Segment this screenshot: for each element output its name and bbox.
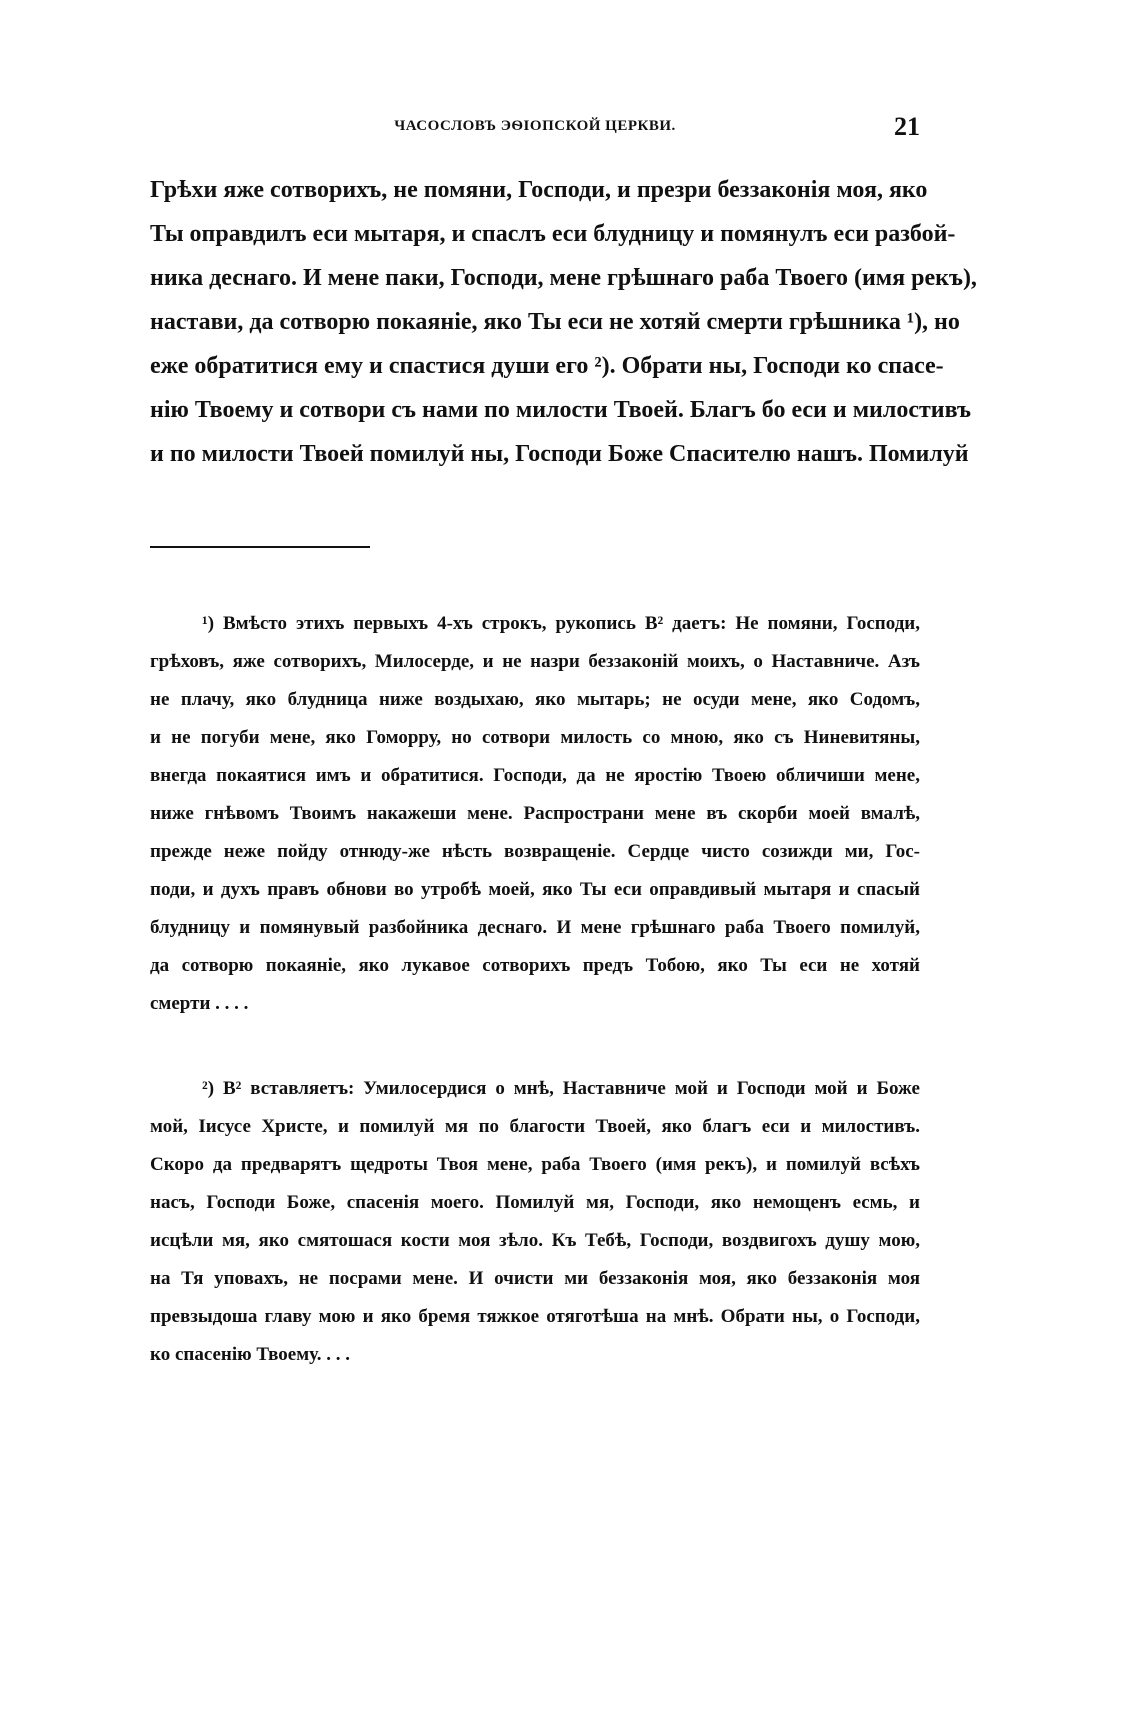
footnote-2 [150,1070,920,1374]
main-text-line: и по милости Твоей помилуй ны, Господи Боже Спасителю нашъ. Помилуй [150,441,969,467]
main-text-line: еже обратитися ему и спастися души его ²). Обрати ны, Господи ко спасе- [150,353,944,379]
footnote-line: мой, Іисусе Христе, и помилуй мя по благости Твоей, яко благъ еси и милостивъ. [150,1116,920,1137]
footnote-line: ко спасенію Твоему. . . . [150,1344,351,1365]
footnote-line: внегда покаятися имъ и обратитися. Господи, да не яростію Твоею обличиши мене, [150,765,920,786]
footnote-line: исцѣли мя, яко смятошася кости моя зѣло. Къ Тебѣ, Господи, воздвигохъ душу мою, [150,1230,920,1251]
footnote-line: ²) B² вставляетъ: Умилосердися о мнѣ, Наставниче мой и Господи мой и Боже [202,1078,920,1099]
footnote-1 [150,605,920,1023]
main-text-line: Ты оправдилъ еси мытаря, и спаслъ еси блудницу и помянулъ еси разбой- [150,221,956,247]
footnote-line: блудницу и помянувый разбойника деснаго. И мене грѣшнаго раба Твоего помилуй, [150,917,920,938]
main-text-line: нію Твоему и сотвори съ нами по милости Твоей. Благъ бо еси и милостивъ [150,397,971,423]
footnote-line: ниже гнѣвомъ Твоимъ накажеши мене. Распространи мене въ скорби моей вмалѣ, [150,803,920,824]
main-text [150,168,977,476]
footnote-line: смерти . . . . [150,993,249,1014]
main-text-line: ника деснаго. И мене паки, Господи, мене грѣшнаго раба Твоего (имя рекъ), [150,265,977,291]
footnote-line: на Тя уповахъ, не посрами мене. И очисти ми беззаконія моя, яко беззаконія моя [150,1268,920,1289]
footnote-line: и не погуби мене, яко Гоморру, но сотвори милость со мною, яко съ Ниневитяны, [150,727,920,748]
footnote-line: ¹) Вмѣсто этихъ первыхъ 4-хъ строкъ, рукопись B² даетъ: Не помяни, Господи, [202,613,920,634]
main-text-line: настави, да сотворю покаяніе, яко Ты еси не хотяй смерти грѣшника ¹), но [150,309,960,335]
footnote-line: да сотворю покаяніе, яко лукавое сотворихъ предъ Тобою, яко Ты еси не хотяй [150,955,920,976]
footnote-line: прежде неже пойду отнюду-же нѣсть возвращеніе. Сердце чисто созижди ми, Гос- [150,841,920,862]
main-text-line: Грѣхи яже сотворихъ, не помяни, Господи, и презри беззаконія моя, яко [150,177,928,203]
running-title: ЧАСОСЛОВЪ ЭѲІОПСКОЙ ЦЕРКВИ. [394,118,676,134]
footnote-line: превзыдоша главу мою и яко бремя тяжкое отяготѣша на мнѣ. Обрати ны, о Господи, [150,1306,920,1327]
footnote-line: насъ, Господи Боже, спасенія моего. Помилуй мя, Господи, яко немощенъ есмь, и [150,1192,920,1213]
footnote-line: поди, и духъ правъ обнови во утробѣ моей, яко Ты еси оправдивый мытаря и спасый [150,879,920,900]
footnote-line: не плачу, яко блудница ниже воздыхаю, яко мытарь; не осуди мене, яко Содомъ, [150,689,920,710]
footnote-line: грѣховъ, яже сотворихъ, Милосерде, и не назри беззаконій моихъ, о Наставниче. Азъ [150,651,920,672]
page-number: 21 [894,112,920,141]
footnote-line: Скоро да предварятъ щедроты Твоя мене, раба Твоего (имя рекъ), и помилуй всѣхъ [150,1154,920,1175]
running-head [150,112,920,142]
footnote-separator-rule [150,546,370,548]
